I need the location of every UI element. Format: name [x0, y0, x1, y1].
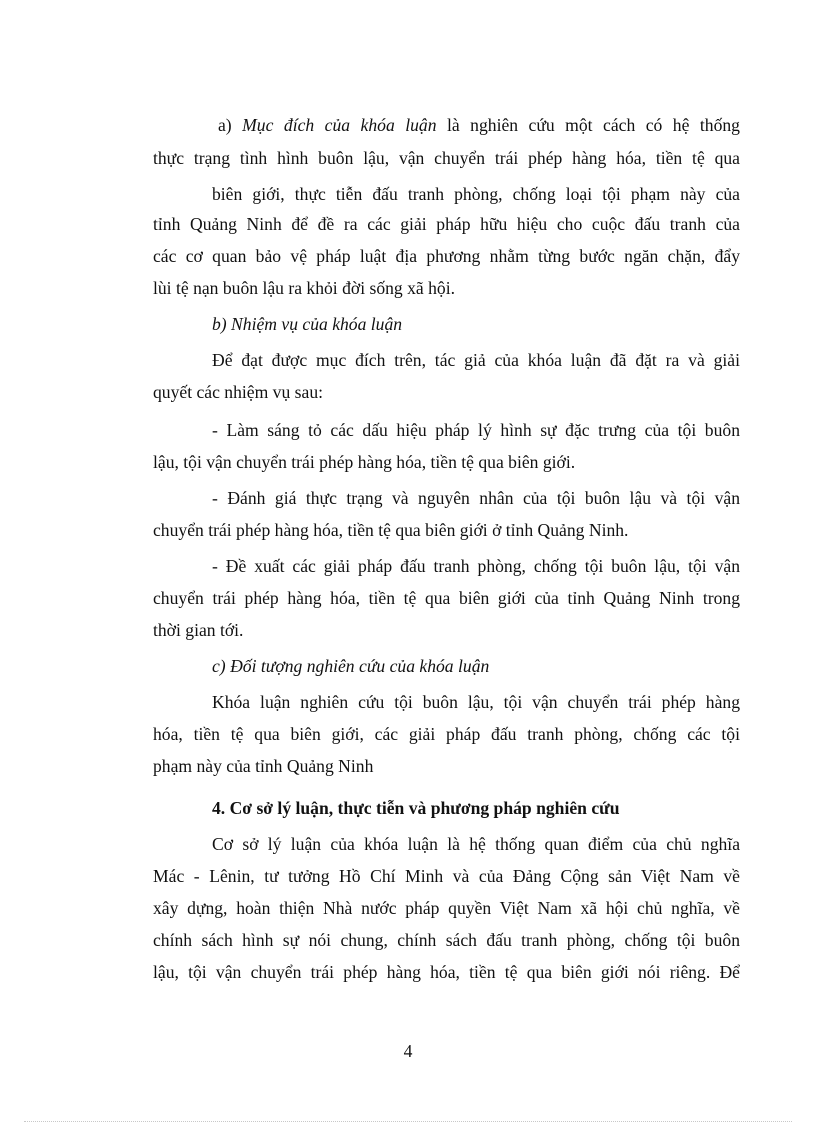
text-line: lậu, tội vận chuyển trái phép hàng hóa, tiền tệ qua biên giới nói riêng. Để	[153, 962, 740, 982]
text-line	[218, 114, 740, 136]
text-line: tỉnh Quảng Ninh để đề ra các giải pháp hữu hiệu cho cuộc đấu tranh của	[153, 214, 740, 234]
page-number: 4	[403, 1041, 413, 1061]
text-line: xây dựng, hoàn thiện Nhà nước pháp quyền Việt Nam xã hội chủ nghĩa, về	[153, 898, 740, 918]
text-line: thực trạng tình hình buôn lậu, vận chuyển trái phép hàng hóa, tiền tệ qua	[153, 148, 740, 168]
text-line: Cơ sở lý luận của khóa luận là hệ thống quan điểm của chủ nghĩa	[212, 834, 740, 854]
text-line: các cơ quan bảo vệ pháp luật địa phương nhằm từng bước ngăn chặn, đẩy	[153, 246, 740, 266]
text-line: thời gian tới.	[153, 620, 244, 640]
text-line: quyết các nhiệm vụ sau:	[153, 382, 324, 402]
text-line: lùi tệ nạn buôn lậu ra khỏi đời sống xã hội.	[153, 278, 455, 298]
footer-divider	[24, 1121, 792, 1122]
section-heading: 4. Cơ sở lý luận, thực tiễn và phương pháp nghiên cứu	[212, 798, 620, 818]
text-fragment: là nghiên cứu một cách có hệ thống	[447, 115, 740, 135]
text-line: Để đạt được mục đích trên, tác giả của khóa luận đã đặt ra và giải	[212, 350, 740, 370]
text-line: - Đánh giá thực trạng và nguyên nhân của tội buôn lậu và tội vận	[212, 488, 740, 508]
section-subheading: b) Nhiệm vụ của khóa luận	[212, 314, 403, 334]
text-line: chuyển trái phép hàng hóa, tiền tệ qua biên giới của tỉnh Quảng Ninh trong	[153, 588, 740, 608]
italic-term: Mục đích của khóa luận	[242, 115, 437, 135]
text-line: hóa, tiền tệ qua biên giới, các giải pháp đấu tranh phòng, chống các tội	[153, 724, 740, 744]
text-line: Khóa luận nghiên cứu tội buôn lậu, tội vận chuyển trái phép hàng	[212, 692, 740, 712]
text-line: phạm này của tỉnh Quảng Ninh	[153, 756, 374, 776]
text-line: - Đề xuất các giải pháp đấu tranh phòng, chống tội buôn lậu, tội vận	[212, 556, 740, 576]
list-label: a)	[218, 115, 232, 135]
section-subheading: c) Đối tượng nghiên cứu của khóa luận	[212, 656, 490, 676]
text-line: chuyển trái phép hàng hóa, tiền tệ qua biên giới ở tỉnh Quảng Ninh.	[153, 520, 629, 540]
text-line: lậu, tội vận chuyển trái phép hàng hóa, tiền tệ qua biên giới.	[153, 452, 576, 472]
text-line: chính sách hình sự nói chung, chính sách đấu tranh phòng, chống tội buôn	[153, 930, 740, 950]
text-line: - Làm sáng tỏ các dấu hiệu pháp lý hình sự đặc trưng của tội buôn	[212, 420, 740, 440]
text-line: biên giới, thực tiễn đấu tranh phòng, chống loại tội phạm này của	[212, 184, 740, 204]
text-line: Mác - Lênin, tư tưởng Hồ Chí Minh và của Đảng Cộng sản Việt Nam về	[153, 866, 740, 886]
